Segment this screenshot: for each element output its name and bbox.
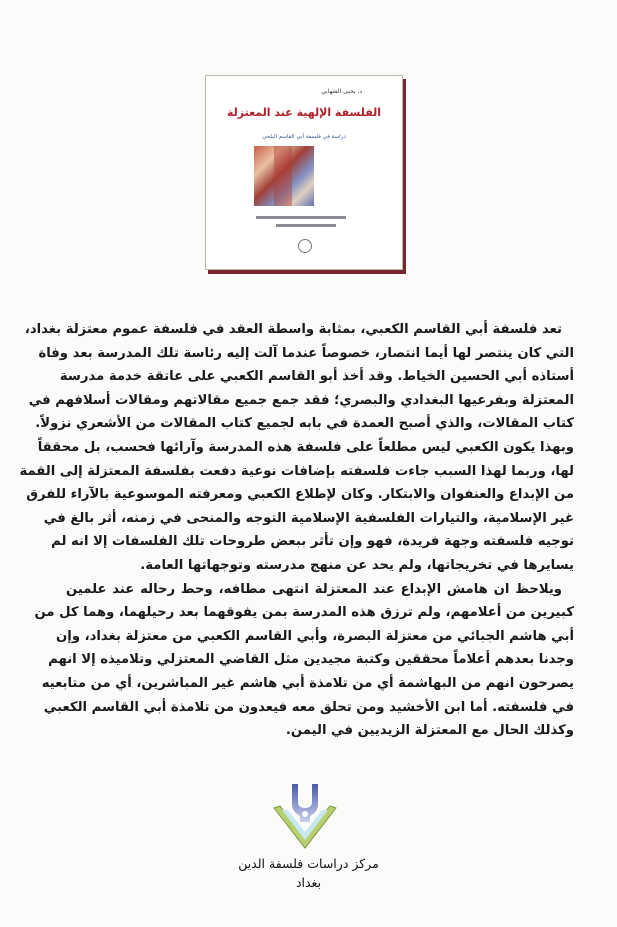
text-line: المعتزلة وبفرعيها البغدادي والبصري؛ فقد جمع جميع مقالاتهم ومقالات أسلافهم في bbox=[28, 392, 574, 408]
text-line: تعد فلسفة أبي القاسم الكعبي، بمثابة واسطة العقد في فلسفة عموم معتزلة بغداد، bbox=[24, 322, 562, 337]
cover-publisher-seal-icon bbox=[298, 239, 312, 253]
publisher-logo-icon bbox=[270, 782, 340, 850]
cover-author: د. يحيى الشهابي bbox=[321, 88, 362, 95]
text-line: وكذلك الحال مع المعتزلة الزيديين في اليمن. bbox=[285, 723, 574, 739]
cover-subtitle: دراسة في فلسفة أبي القاسم البلخي bbox=[262, 134, 346, 140]
text-line: غير الإسلامية، والتيارات الفلسفية الإسلامية التوجه والمنحى في زمنه، أثر بالغ في bbox=[43, 510, 574, 526]
text-line: وبهذا يكون الكعبي ليس مطلعاً على فلسفة هذه المدرسة وآرائها فحسب، بل محققاً bbox=[37, 439, 574, 455]
text-line: يصرحون انهم من البهاشمة أي من تلامذة أبي هاشم غير المباشرين، أي من متابعيه bbox=[41, 675, 574, 691]
text-line: ويلاحظ ان هامش الإبداع عند المعتزلة انتهى مطافه، وحط رحاله عند علمين bbox=[66, 581, 562, 597]
text-line: كتاب المقالات، والذي أصبح العمدة في بابه لجميع كتاب المقالات من الأشعري نزولاً. bbox=[35, 416, 574, 432]
publisher-name: مركز دراسات فلسفة الدين bbox=[238, 856, 379, 871]
cover-credit-line bbox=[276, 224, 336, 227]
book-cover-thumbnail bbox=[205, 75, 403, 270]
text-line: وجدنا بعدهم أعلاماً محققين وكتبة مجيدين مثل القاضي المعتزلي وتلاميذه إلا انهم bbox=[48, 652, 574, 668]
text-line: في فلسفته. أما ابن الأخشيد ومن تحلق معه فيعدون من تلامذة أبي القاسم الكعبي bbox=[43, 699, 574, 715]
cover-credit-line bbox=[256, 216, 346, 219]
cover-artwork bbox=[254, 146, 314, 206]
text-line: أستاذه أبي الحسين الخياط. وقد أخذ أبو القاسم الكعبي على عاتقة خدمة مدرسة bbox=[59, 369, 574, 385]
publisher-city: بغداد bbox=[295, 875, 322, 890]
text-line: أبي هاشم الجبائي من معتزلة البصرة، وأبي القاسم الكعبي من معتزلة بغداد، وإن bbox=[56, 628, 574, 644]
text-line: يسايرها في تخريجاتها، ولم يحد عن منهج مدرسته وتوجهاتها العامة. bbox=[140, 557, 574, 573]
text-line: كبيرين من أعلامهم، ولم ترزق هذه المدرسة بمن يفوقهما بعد رحيلهما، وهما كل من bbox=[34, 605, 574, 621]
text-line: التي كان ينتصر لها أيما انتصار، خصوصاً عندما آلت إليه رئاسة تلك المدرسة بعد وفاة bbox=[38, 345, 574, 361]
text-line: من الإبداع والعنفوان والابتكار. وكان لإطلاع الكعبي ومعرفته الموسوعية بالآراء للفرق bbox=[26, 487, 574, 503]
text-line: لها، وربما لهذا السبب جاءت فلسفته بإضافات نوعية دفعت بفلسفة المعتزلة إلى القمة bbox=[19, 463, 574, 479]
text-line: توجيه فلسفته وجهة فريدة، فهو وإن تأثر ببعض طروحات تلك الفلسفات إلا انه لم bbox=[51, 534, 574, 550]
back-cover-text bbox=[19, 318, 574, 743]
cover-title: الفلسفة الإلهية عند المعتزلة bbox=[226, 106, 382, 119]
